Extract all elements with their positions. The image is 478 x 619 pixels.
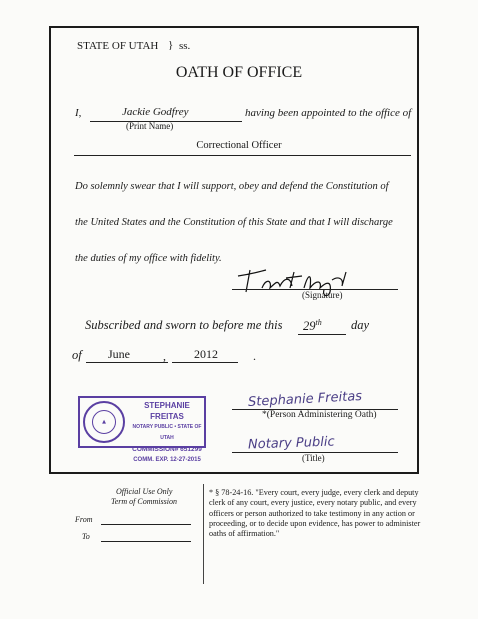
ss-label: ss. xyxy=(179,40,191,52)
state-seal-icon xyxy=(83,401,125,443)
notary-stamp xyxy=(78,396,206,463)
brace: } xyxy=(168,39,174,51)
month-line xyxy=(86,362,168,363)
appointee-name: Jackie Godfrey xyxy=(122,106,189,118)
beehive-icon: ▲ xyxy=(92,410,116,434)
page-title: OATH OF OFFICE xyxy=(175,64,303,81)
official-use-heading: Official Use Only xyxy=(116,487,173,496)
sworn-day xyxy=(303,318,322,334)
year-line xyxy=(172,362,238,363)
term-of-commission: Term of Commission xyxy=(111,497,177,506)
of-label: of xyxy=(72,348,82,362)
to-label: To xyxy=(82,532,90,541)
oath-line-1: Do solemnly swear that I will support, obey and defend the Constitution of xyxy=(75,181,389,192)
statute-footnote: * § 78-24-16. "Every court, every judge, every clerk and deputy clerk of any court, every justice, every notary public, and every officers or person authorized to take testimony in any action or proceeding, or to decide upon evidence, has power to administer oaths of affirmation." xyxy=(209,488,421,539)
day-number: 29 xyxy=(303,319,316,334)
stamp-commission: COMMISSION# 651299 xyxy=(132,446,202,453)
state-label: STATE OF UTAH xyxy=(77,40,159,52)
administrator-signature: Stephanie Freitas xyxy=(247,389,363,410)
day-label: day xyxy=(351,318,370,332)
administrator-caption: *(Person Administering Oath) xyxy=(262,410,377,420)
to-line xyxy=(101,541,191,542)
office-line xyxy=(74,155,411,156)
oath-line-3: the duties of my office with fidelity. xyxy=(75,253,222,264)
oath-line-2: the United States and the Constitution of this State and that I will discharge xyxy=(75,217,393,228)
from-line xyxy=(101,524,191,525)
year-period: . xyxy=(253,349,256,363)
section-divider xyxy=(203,484,204,584)
stamp-line2: NOTARY PUBLIC • STATE OF UTAH xyxy=(132,424,202,441)
signature-caption: (Signature) xyxy=(302,290,343,300)
print-name-caption: (Print Name) xyxy=(126,121,174,131)
appointment-suffix: having been appointed to the office of xyxy=(245,107,412,119)
title-handwritten: Notary Public xyxy=(247,434,335,453)
office-title: Correctional Officer xyxy=(196,140,282,151)
handwritten-signature xyxy=(232,258,362,298)
i-prefix: I, xyxy=(75,107,82,119)
day-suffix: th xyxy=(315,318,322,327)
stamp-name: STEPHANIE FREITAS xyxy=(144,401,190,421)
title-caption: (Title) xyxy=(302,453,325,463)
sworn-text: Subscribed and sworn to before me this xyxy=(85,318,283,332)
sworn-month: June xyxy=(108,347,130,361)
stamp-expires: COMM. EXP. 12-27-2015 xyxy=(133,457,201,463)
from-label: From xyxy=(75,515,93,524)
month-comma: , xyxy=(163,349,166,363)
sworn-year: 2012 xyxy=(194,347,218,361)
